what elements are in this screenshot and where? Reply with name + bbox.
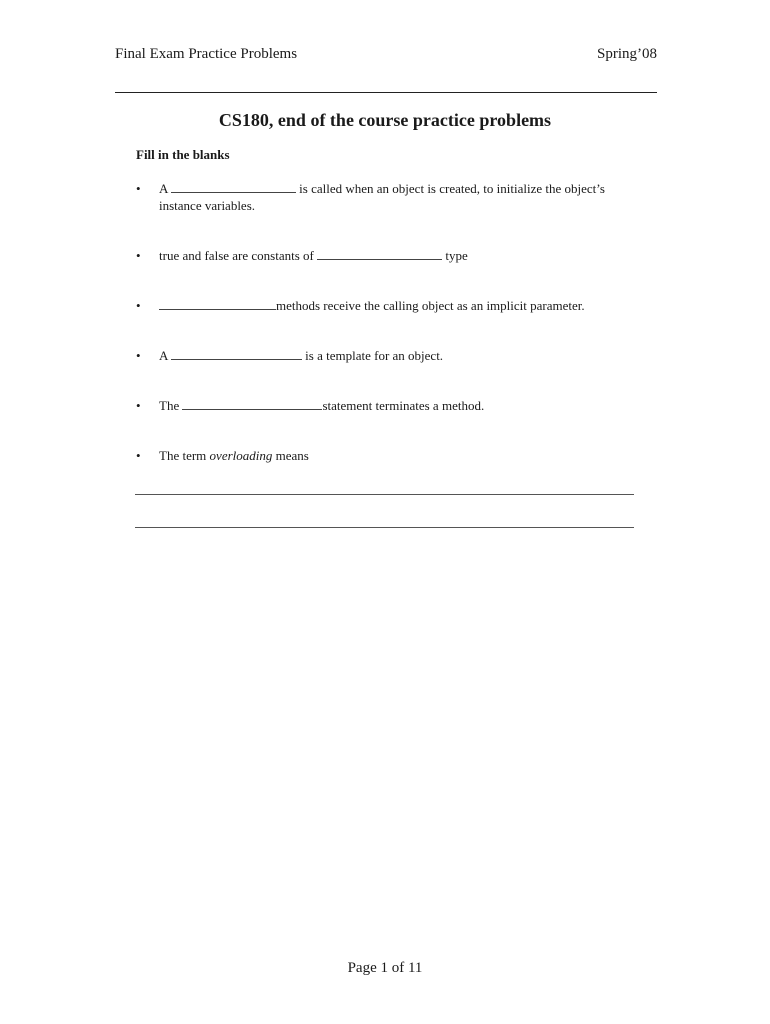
question-suffix: statement terminates a method. bbox=[322, 398, 485, 413]
bullet-icon: • bbox=[136, 181, 141, 196]
question-text bbox=[159, 447, 656, 464]
header-course-label: Final Exam Practice Problems bbox=[115, 46, 298, 62]
answer-line-2[interactable] bbox=[135, 527, 634, 528]
question-text bbox=[159, 180, 656, 214]
bullet-icon: • bbox=[136, 248, 141, 263]
question-prefix: The bbox=[159, 398, 180, 413]
question-prefix: A bbox=[159, 348, 168, 363]
section-heading: Fill in the blanks bbox=[136, 147, 230, 162]
bullet-icon: • bbox=[136, 348, 141, 363]
question-continuation: instance variables. bbox=[159, 198, 256, 213]
question-text bbox=[159, 297, 656, 314]
bullet-icon: • bbox=[136, 398, 141, 413]
emphasized-term: overloading bbox=[209, 448, 273, 463]
answer-blank[interactable] bbox=[171, 348, 302, 360]
question-suffix: type bbox=[445, 248, 468, 263]
question-text bbox=[159, 347, 656, 364]
question-text bbox=[159, 247, 656, 264]
question-prefix: true and false are constants of bbox=[159, 248, 314, 263]
answer-blank[interactable] bbox=[317, 248, 442, 260]
question-prefix: A bbox=[159, 181, 168, 196]
answer-line-1[interactable] bbox=[135, 494, 634, 495]
question-suffix: is a template for an object. bbox=[305, 348, 444, 363]
question-text bbox=[159, 397, 656, 414]
page-number: Page 1 of 11 bbox=[347, 960, 423, 976]
header-divider bbox=[115, 92, 657, 93]
question-suffix: methods receive the calling object as an implicit parameter. bbox=[276, 298, 585, 313]
question-suffix: means bbox=[275, 448, 309, 463]
page-title: CS180, end of the course practice problems bbox=[218, 110, 552, 130]
question-suffix: is called when an object is created, to initialize the object’s bbox=[299, 181, 605, 196]
question-prefix: The term bbox=[159, 448, 207, 463]
answer-blank[interactable] bbox=[182, 398, 322, 410]
answer-blank[interactable] bbox=[159, 298, 276, 310]
bullet-icon: • bbox=[136, 298, 141, 313]
answer-blank[interactable] bbox=[171, 181, 296, 193]
header-term-label: Spring’08 bbox=[597, 46, 657, 62]
bullet-icon: • bbox=[136, 448, 141, 463]
